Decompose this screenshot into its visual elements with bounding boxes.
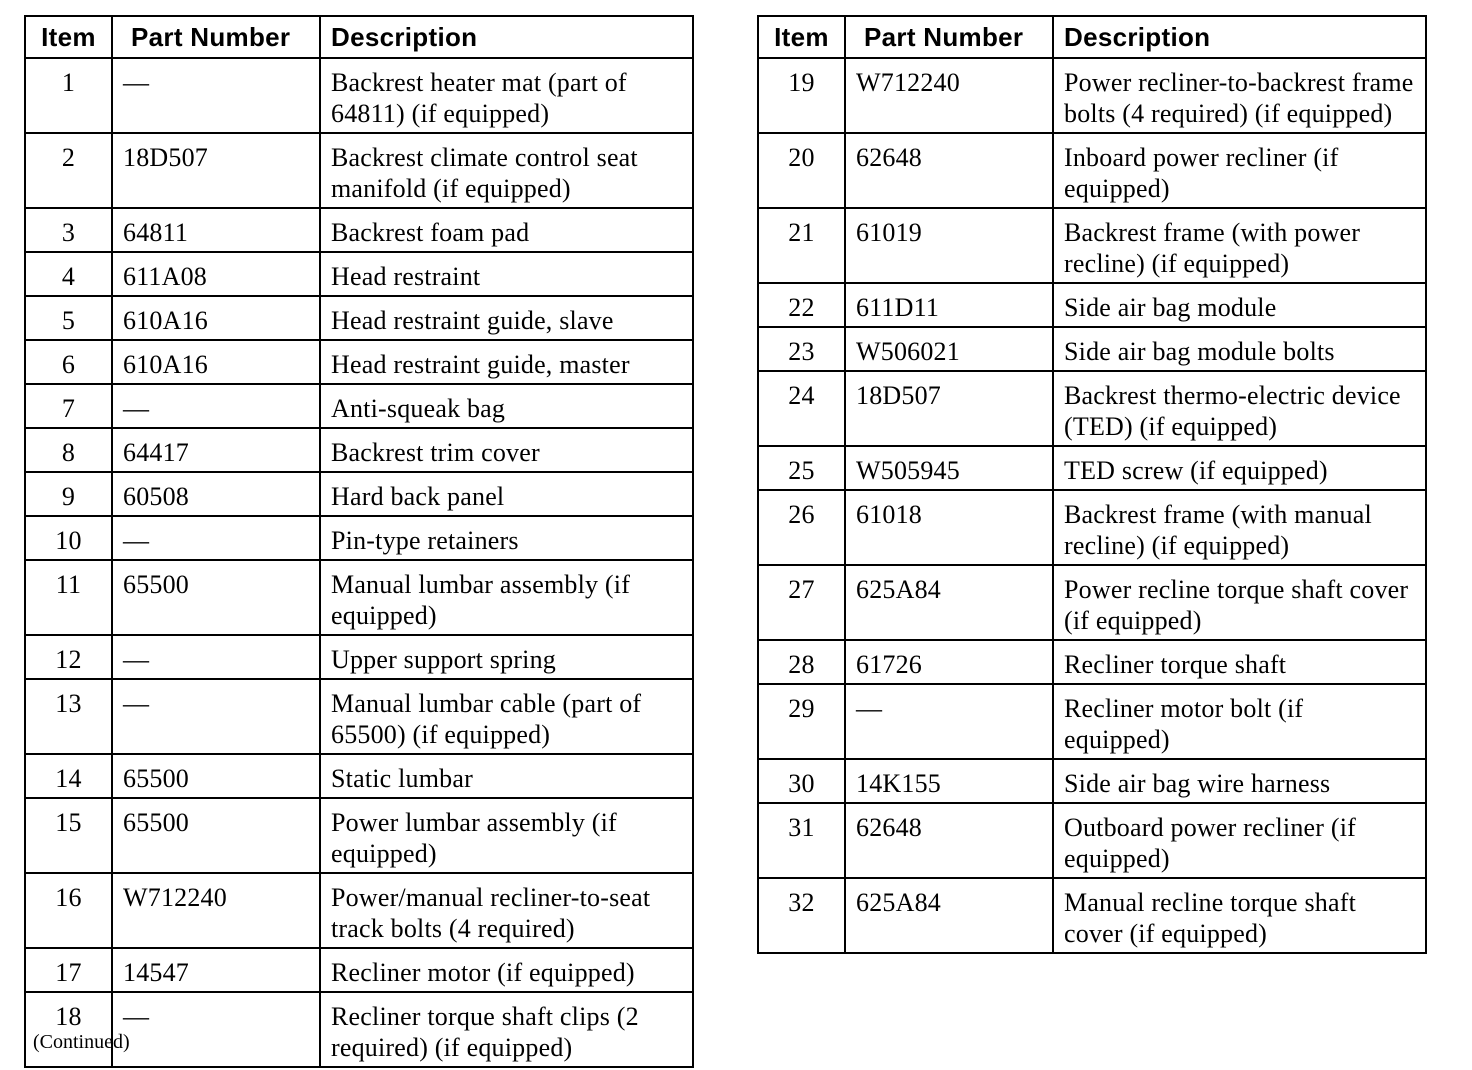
part-number-cell: W505945 [845,446,1053,490]
item-cell: 26 [758,490,845,565]
item-cell: 20 [758,133,845,208]
item-cell: 24 [758,371,845,446]
part-number-cell: 611D11 [845,283,1053,327]
part-number-cell: 62648 [845,803,1053,878]
part-number-cell: W712240 [112,873,320,948]
part-number-cell: 610A16 [112,340,320,384]
table-row [25,428,693,472]
description-cell: Manual recline torque shaft cover (if equipped) [1053,878,1426,953]
item-cell: 4 [25,252,112,296]
table-row [758,446,1426,490]
description-cell: Outboard power recliner (if equipped) [1053,803,1426,878]
part-number-cell: 64811 [112,208,320,252]
description-cell: Backrest trim cover [320,428,693,472]
table-row [758,58,1426,133]
part-number-cell: — [112,635,320,679]
table-row [758,283,1426,327]
description-cell: Recliner motor bolt (if equipped) [1053,684,1426,759]
table-row [758,878,1426,953]
table-row [25,133,693,208]
part-number-cell: — [112,679,320,754]
header-item: Item [25,16,112,58]
part-number-cell: — [112,992,320,1067]
parts-table-right [757,15,1427,954]
part-number-cell: 625A84 [845,878,1053,953]
item-cell: 13 [25,679,112,754]
item-cell: 8 [25,428,112,472]
description-cell: Side air bag module bolts [1053,327,1426,371]
item-cell: 11 [25,560,112,635]
item-cell: 31 [758,803,845,878]
part-number-cell: 61726 [845,640,1053,684]
table-row [25,516,693,560]
item-cell: 25 [758,446,845,490]
description-cell: Backrest thermo-electric device (TED) (if equipped) [1053,371,1426,446]
header-description: Description [1053,16,1426,58]
part-number-cell: 18D507 [112,133,320,208]
table-row [25,948,693,992]
description-cell: Power lumbar assembly (if equipped) [320,798,693,873]
table-row [758,565,1426,640]
description-cell: Power recline torque shaft cover (if equipped) [1053,565,1426,640]
part-number-cell: — [112,384,320,428]
description-cell: TED screw (if equipped) [1053,446,1426,490]
part-number-cell: 65500 [112,798,320,873]
table-row [25,58,693,133]
part-number-cell: 611A08 [112,252,320,296]
item-cell: 2 [25,133,112,208]
item-cell: 32 [758,878,845,953]
item-cell: 21 [758,208,845,283]
continued-note: (Continued) [33,1031,130,1053]
part-number-cell: 62648 [845,133,1053,208]
item-cell: 9 [25,472,112,516]
description-cell: Inboard power recliner (if equipped) [1053,133,1426,208]
left-table-body [25,58,693,1067]
description-cell: Pin-type retainers [320,516,693,560]
part-number-cell: 14547 [112,948,320,992]
header-description: Description [320,16,693,58]
item-cell: 29 [758,684,845,759]
table-row [25,208,693,252]
part-number-cell: 65500 [112,754,320,798]
table-row [758,640,1426,684]
table-row [758,327,1426,371]
table-row [25,252,693,296]
table-row [758,133,1426,208]
part-number-cell: 64417 [112,428,320,472]
part-number-cell: 625A84 [845,565,1053,640]
table-row [25,679,693,754]
item-cell: 14 [25,754,112,798]
description-cell: Backrest climate control seat manifold (if equipped) [320,133,693,208]
part-number-cell: — [845,684,1053,759]
item-cell: 16 [25,873,112,948]
table-row [758,371,1426,446]
item-cell: 5 [25,296,112,340]
part-number-cell: 60508 [112,472,320,516]
part-number-cell: W712240 [845,58,1053,133]
item-cell: 3 [25,208,112,252]
description-cell: Manual lumbar cable (part of 65500) (if equipped) [320,679,693,754]
part-number-cell: 61018 [845,490,1053,565]
description-cell: Static lumbar [320,754,693,798]
table-row [25,798,693,873]
item-cell: 28 [758,640,845,684]
description-cell: Backrest heater mat (part of 64811) (if equipped) [320,58,693,133]
item-cell: 22 [758,283,845,327]
header-part-number: Part Number [845,16,1053,58]
part-number-cell: 65500 [112,560,320,635]
item-cell: 1 [25,58,112,133]
table-row [25,992,693,1067]
description-cell: Recliner torque shaft [1053,640,1426,684]
description-cell: Anti-squeak bag [320,384,693,428]
table-row [25,873,693,948]
item-cell: 30 [758,759,845,803]
part-number-cell: — [112,516,320,560]
part-number-cell: 61019 [845,208,1053,283]
description-cell: Side air bag module [1053,283,1426,327]
table-row [758,803,1426,878]
header-part-number: Part Number [112,16,320,58]
description-cell: Backrest frame (with power recline) (if equipped) [1053,208,1426,283]
part-number-cell: 610A16 [112,296,320,340]
part-number-cell: 14K155 [845,759,1053,803]
table-row [25,384,693,428]
description-cell: Side air bag wire harness [1053,759,1426,803]
table-row [758,208,1426,283]
description-cell: Head restraint guide, master [320,340,693,384]
table-row [758,759,1426,803]
item-cell: 18 [25,992,112,1067]
description-cell: Backrest foam pad [320,208,693,252]
description-cell: Recliner torque shaft clips (2 required) (if equipped) [320,992,693,1067]
item-cell: 10 [25,516,112,560]
parts-table-left [24,15,694,1068]
item-cell: 17 [25,948,112,992]
table-row [25,635,693,679]
table-row [25,754,693,798]
table-row [758,490,1426,565]
table-row [25,472,693,516]
header-row [25,16,693,58]
part-number-cell: — [112,58,320,133]
description-cell: Power recliner-to-backrest frame bolts (4 required) (if equipped) [1053,58,1426,133]
table-row [25,560,693,635]
item-cell: 27 [758,565,845,640]
part-number-cell: W506021 [845,327,1053,371]
table-row [25,340,693,384]
item-cell: 19 [758,58,845,133]
item-cell: 15 [25,798,112,873]
header-row [758,16,1426,58]
item-cell: 7 [25,384,112,428]
description-cell: Upper support spring [320,635,693,679]
item-cell: 23 [758,327,845,371]
description-cell: Hard back panel [320,472,693,516]
description-cell: Recliner motor (if equipped) [320,948,693,992]
description-cell: Power/manual recliner-to-seat track bolts (4 required) [320,873,693,948]
item-cell: 12 [25,635,112,679]
item-cell: 6 [25,340,112,384]
description-cell: Head restraint guide, slave [320,296,693,340]
table-row [758,684,1426,759]
header-item: Item [758,16,845,58]
description-cell: Manual lumbar assembly (if equipped) [320,560,693,635]
table-row [25,296,693,340]
description-cell: Backrest frame (with manual recline) (if equipped) [1053,490,1426,565]
part-number-cell: 18D507 [845,371,1053,446]
right-table-body [758,58,1426,953]
description-cell: Head restraint [320,252,693,296]
